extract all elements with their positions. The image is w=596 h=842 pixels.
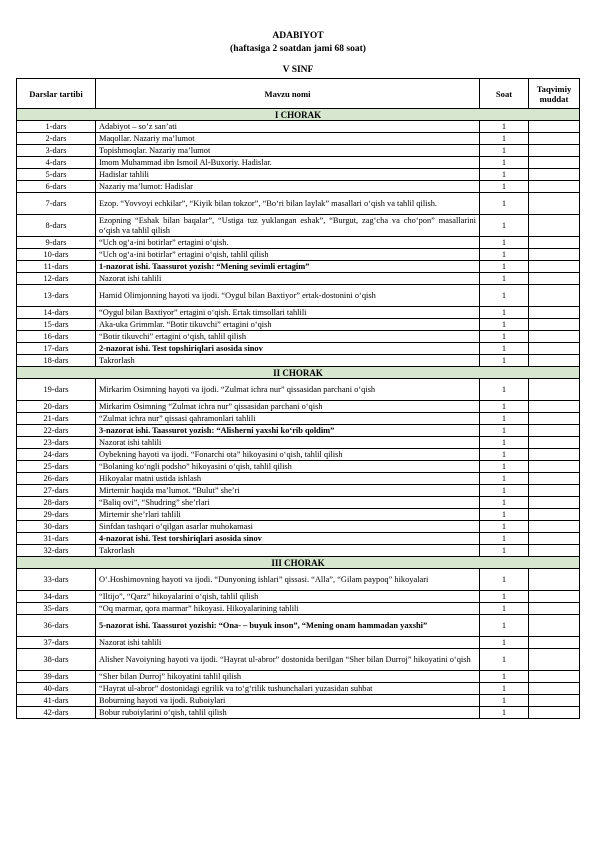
lesson-date-cell [529,649,580,671]
lesson-topic: “Iltijo”, “Qarz” hikoyalarini o‘qish, tahlil qilish [96,591,480,603]
lesson-date-cell [529,215,580,237]
lesson-hours: 1 [480,497,529,509]
lesson-number: 5-dars [17,169,96,181]
table-row [17,307,580,319]
lesson-topic: 3-nazorat ishi. Taassurot yozish: “Alisherni yaxshi ko‘rib qoldim” [96,425,480,437]
table-header-row [17,79,580,109]
lesson-topic: “Bolaning ko‘ngli podsho” hikoyasini o‘qish, tahlil qilish [96,461,480,473]
quarter-header-row [17,109,580,121]
table-row [17,237,580,249]
lesson-topic: Nazorat ishi tahlili [96,437,480,449]
lesson-date-cell [529,145,580,157]
lesson-number: 28-dars [17,497,96,509]
lesson-number: 15-dars [17,319,96,331]
table-row [17,319,580,331]
table-row [17,343,580,355]
lesson-hours: 1 [480,273,529,285]
lesson-date-cell [529,413,580,425]
lesson-hours: 1 [480,215,529,237]
table-row [17,133,580,145]
lesson-number: 36-dars [17,615,96,637]
quarter-title: III CHORAK [17,557,580,569]
lesson-hours: 1 [480,695,529,707]
lesson-topic: Imom Muhammad ibn Ismoil Al-Buxoriy. Hadislar. [96,157,480,169]
table-body [17,109,580,719]
lesson-date-cell [529,343,580,355]
lesson-topic: “Uch og‘a-ini botirlar” ertagini o‘qish. [96,237,480,249]
quarter-header-row [17,557,580,569]
lesson-hours: 1 [480,145,529,157]
header-hours: Soat [480,79,529,109]
lesson-hours: 1 [480,413,529,425]
lesson-date-cell [529,683,580,695]
lesson-date-cell [529,425,580,437]
table-row [17,425,580,437]
lesson-number: 22-dars [17,425,96,437]
lesson-date-cell [529,637,580,649]
lesson-hours: 1 [480,461,529,473]
header-topic-name: Mavzu nomi [96,79,480,109]
table-row [17,169,580,181]
document-title: ADABIYOT [272,31,324,41]
table-row [17,413,580,425]
lesson-hours: 1 [480,331,529,343]
lesson-date-cell [529,401,580,413]
lesson-topic: Mirtemir haqida ma’lumot. “Bulut” she’ri [96,485,480,497]
lesson-number: 27-dars [17,485,96,497]
lesson-topic: Mirkarim Osimning hayoti va ijodi. “Zulmat ichra nur” qissasidan parchani o‘qish [96,379,480,401]
lesson-plan-table [16,78,580,719]
table-row [17,193,580,215]
lesson-hours: 1 [480,425,529,437]
lesson-number: 21-dars [17,413,96,425]
lesson-date-cell [529,181,580,193]
lesson-number: 23-dars [17,437,96,449]
lesson-date-cell [529,285,580,307]
lesson-hours: 1 [480,545,529,557]
lesson-hours: 1 [480,355,529,367]
lesson-hours: 1 [480,485,529,497]
lesson-hours: 1 [480,437,529,449]
lesson-hours: 1 [480,615,529,637]
table-row [17,615,580,637]
lesson-number: 17-dars [17,343,96,355]
table-row [17,215,580,237]
table-row [17,401,580,413]
lesson-hours: 1 [480,637,529,649]
table-row [17,157,580,169]
lesson-topic: Nazorat ishi tahlili [96,637,480,649]
lesson-hours: 1 [480,181,529,193]
lesson-number: 31-dars [17,533,96,545]
lesson-topic: Bobur ruboiylarini o‘qish, tahlil qilish [96,707,480,719]
lesson-hours: 1 [480,473,529,485]
lesson-topic: “Oygul bilan Baxtiyor” ertagini o‘qish. Ertak timsollari tahlili [96,307,480,319]
lesson-hours: 1 [480,569,529,591]
table-row [17,591,580,603]
lesson-number: 18-dars [17,355,96,367]
lesson-date-cell [529,485,580,497]
lesson-number: 6-dars [17,181,96,193]
table-row [17,449,580,461]
lesson-topic: “Hayrat ul-abror” dostonidagi egrilik va to‘g‘rilik tushunchalari yuzasidan suhbat [96,683,480,695]
table-row [17,603,580,615]
lesson-number: 39-dars [17,671,96,683]
table-row [17,683,580,695]
lesson-topic: Mirkarim Osimning “Zulmat ichra nur” qissasidan parchani o‘qish [96,401,480,413]
table-row [17,379,580,401]
lesson-topic: “Uch og‘a-ini botirlar” ertagini o‘qish, tahlil qilish [96,249,480,261]
lesson-topic: Hamid Olimjonning hayoti va ijodi. “Oygul bilan Baxtiyor” ertak-dostonini o‘qish [96,285,480,307]
lesson-hours: 1 [480,133,529,145]
table-row [17,285,580,307]
lesson-date-cell [529,473,580,485]
lesson-topic: “Baliq ovi”, “Shudring” she’rlari [96,497,480,509]
lesson-topic: Takrorlash [96,545,480,557]
table-row [17,473,580,485]
lesson-topic: Hikoyalar matni ustida ishlash [96,473,480,485]
table-row [17,261,580,273]
lesson-date-cell [529,273,580,285]
table-row [17,121,580,133]
quarter-title: II CHORAK [17,367,580,379]
lesson-hours: 1 [480,509,529,521]
lesson-hours: 1 [480,379,529,401]
lesson-date-cell [529,133,580,145]
lesson-hours: 1 [480,285,529,307]
table-row [17,533,580,545]
lesson-hours: 1 [480,193,529,215]
lesson-date-cell [529,461,580,473]
lesson-date-cell [529,521,580,533]
lesson-number: 19-dars [17,379,96,401]
lesson-number: 34-dars [17,591,96,603]
lesson-date-cell [529,157,580,169]
lesson-number: 20-dars [17,401,96,413]
lesson-date-cell [529,237,580,249]
lesson-topic: Boburning hayoti va ijodi. Ruboiylari [96,695,480,707]
table-row [17,331,580,343]
lesson-number: 24-dars [17,449,96,461]
lesson-number: 7-dars [17,193,96,215]
lesson-topic: Maqollar. Nazariy ma’lumot [96,133,480,145]
lesson-date-cell [529,307,580,319]
table-row [17,649,580,671]
lesson-hours: 1 [480,603,529,615]
header-calendar-date: Taqvimiy muddat [529,79,580,109]
lesson-date-cell [529,249,580,261]
table-row [17,437,580,449]
table-row [17,707,580,719]
lesson-number: 9-dars [17,237,96,249]
lesson-date-cell [529,437,580,449]
lesson-hours: 1 [480,343,529,355]
table-row [17,695,580,707]
table-row [17,671,580,683]
lesson-date-cell [529,591,580,603]
lesson-date-cell [529,615,580,637]
lesson-hours: 1 [480,591,529,603]
document-subtitle: (haftasiga 2 soatdan jami 68 soat) [230,44,366,54]
lesson-topic: O‘.Hoshimovning hayoti va ijodi. “Dunyoning ishlari” qissasi. “Alla”, “Gilam paypoq” hikoyalari [96,569,480,591]
lesson-date-cell [529,497,580,509]
lesson-topic: “Sher bilan Durroj” hikoyatini tahlil qilish [96,671,480,683]
table-row [17,509,580,521]
lesson-topic: “Botir tikuvchi” ertagini o‘qish, tahlil qilish [96,331,480,343]
lesson-topic: Oybekning hayoti va ijodi. “Fonarchi ota” hikoyasini o‘qish, tahlil qilish [96,449,480,461]
lesson-topic: “Zulmat ichra nur” qissasi qahramonlari tahlili [96,413,480,425]
lesson-topic: Alisher Navoiyning hayoti va ijodi. “Hayrat ul-abror” dostonida berilgan “Sher bilan Durroj” hikoyatini o‘qish [96,649,480,671]
lesson-topic: 2-nazorat ishi. Test topshiriqlari asosida sinov [96,343,480,355]
lesson-number: 33-dars [17,569,96,591]
lesson-date-cell [529,603,580,615]
lesson-date-cell [529,545,580,557]
lesson-number: 3-dars [17,145,96,157]
lesson-topic: Nazariy ma’lumot: Hadislar [96,181,480,193]
header-lesson-order: Darslar tartibi [17,79,96,109]
grade-label: V SINF [282,65,314,75]
lesson-number: 16-dars [17,331,96,343]
lesson-topic: Topishmoqlar. Nazariy ma’lumot [96,145,480,157]
table-row [17,545,580,557]
lesson-hours: 1 [480,707,529,719]
table-row [17,273,580,285]
lesson-topic: Aka-uka Grimmlar. “Botir tikuvchi” ertagini o‘qish [96,319,480,331]
lesson-hours: 1 [480,521,529,533]
lesson-date-cell [529,121,580,133]
lesson-date-cell [529,193,580,215]
lesson-number: 29-dars [17,509,96,521]
lesson-number: 14-dars [17,307,96,319]
lesson-number: 11-dars [17,261,96,273]
lesson-hours: 1 [480,683,529,695]
lesson-hours: 1 [480,261,529,273]
lesson-date-cell [529,169,580,181]
lesson-hours: 1 [480,449,529,461]
lesson-hours: 1 [480,121,529,133]
lesson-hours: 1 [480,169,529,181]
table-row [17,461,580,473]
quarter-title: I CHORAK [17,109,580,121]
lesson-date-cell [529,533,580,545]
lesson-hours: 1 [480,319,529,331]
lesson-topic: Mirtemir she’rlari tahlili [96,509,480,521]
lesson-topic: Nazorat ishi tahlili [96,273,480,285]
lesson-topic: 5-nazorat ishi. Taassurot yozishi: “Ona- – buyuk inson”, “Mening onam hammadan yaxshi” [96,615,480,637]
lesson-date-cell [529,261,580,273]
lesson-topic: Takrorlash [96,355,480,367]
lesson-number: 8-dars [17,215,96,237]
lesson-number: 13-dars [17,285,96,307]
lesson-number: 38-dars [17,649,96,671]
lesson-topic: Hadislar tahlili [96,169,480,181]
lesson-number: 40-dars [17,683,96,695]
lesson-date-cell [529,355,580,367]
lesson-topic: Ezopning “Eshak bilan baqalar”, “Ustiga tuz yuklangan eshak”, “Burgut, zag‘cha va cho‘pon” masallarini o‘qish va tahlil qilish [96,215,480,237]
table-row [17,355,580,367]
quarter-header-row [17,367,580,379]
lesson-number: 37-dars [17,637,96,649]
lesson-number: 2-dars [17,133,96,145]
lesson-number: 42-dars [17,707,96,719]
lesson-topic: Adabiyot – so’z san’ati [96,121,480,133]
lesson-number: 4-dars [17,157,96,169]
lesson-number: 32-dars [17,545,96,557]
table-row [17,569,580,591]
lesson-number: 26-dars [17,473,96,485]
lesson-topic: 4-nazorat ishi. Test torshiriqlari asosida sinov [96,533,480,545]
lesson-date-cell [529,569,580,591]
lesson-date-cell [529,331,580,343]
lesson-date-cell [529,449,580,461]
lesson-number: 1-dars [17,121,96,133]
lesson-topic: 1-nazorat ishi. Taassurot yozish: “Mening sevimli ertagim” [96,261,480,273]
lesson-number: 30-dars [17,521,96,533]
lesson-date-cell [529,319,580,331]
table-row [17,181,580,193]
lesson-date-cell [529,695,580,707]
lesson-hours: 1 [480,157,529,169]
lesson-number: 41-dars [17,695,96,707]
table-row [17,249,580,261]
lesson-hours: 1 [480,401,529,413]
lesson-number: 25-dars [17,461,96,473]
lesson-number: 35-dars [17,603,96,615]
lesson-hours: 1 [480,249,529,261]
lesson-date-cell [529,509,580,521]
lesson-number: 12-dars [17,273,96,285]
lesson-hours: 1 [480,533,529,545]
lesson-date-cell [529,379,580,401]
lesson-topic: Sinfdan tashqari o‘qilgan asarlar muhokamasi [96,521,480,533]
lesson-date-cell [529,707,580,719]
lesson-topic: “Oq marmar, qora marmar” hikoyasi. Hikoyalarining tahlili [96,603,480,615]
lesson-hours: 1 [480,649,529,671]
lesson-number: 10-dars [17,249,96,261]
lesson-hours: 1 [480,307,529,319]
lesson-hours: 1 [480,237,529,249]
table-row [17,521,580,533]
table-row [17,637,580,649]
lesson-hours: 1 [480,671,529,683]
table-row [17,497,580,509]
lesson-date-cell [529,671,580,683]
lesson-topic: Ezop. “Yovvoyi echkilar”, “Kiyik bilan tokzor”, “Bo‘ri bilan laylak” masallari o‘qish va tahlil qilish. [96,193,480,215]
table-row [17,485,580,497]
table-row [17,145,580,157]
